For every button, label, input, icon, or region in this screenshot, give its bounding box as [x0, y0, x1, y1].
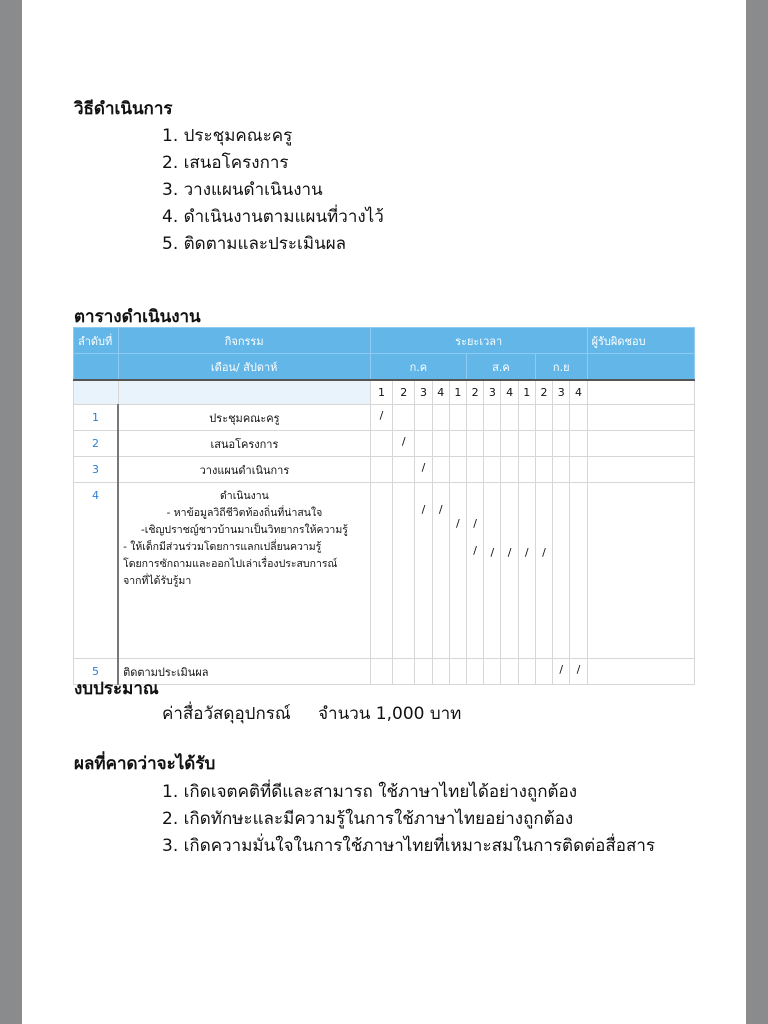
budget-heading: งบประมาณ — [74, 679, 159, 699]
week-cell: 3 — [484, 380, 501, 405]
activity-line: - ให้เด็กมีส่วนร่วมโดยการแลกเปลี่ยนความรู้ — [123, 541, 322, 553]
budget-line — [162, 700, 461, 727]
activity-line: โดยการซักถามและออกไปเล่าเรื่องประสบการณ์ — [123, 558, 338, 570]
schedule-mark: / — [484, 483, 501, 659]
month-jul: ก.ค — [370, 354, 466, 381]
schedule-mark: / — [535, 483, 552, 659]
row-number: 4 — [74, 483, 119, 659]
activity-line: จากที่ได้รับรู้มา — [123, 575, 192, 587]
schedule-mark: / — [432, 483, 449, 659]
table-row — [74, 659, 695, 685]
schedule-heading: ตารางดำเนินงาน — [74, 307, 201, 327]
schedule-mark: / — [370, 405, 392, 431]
week-cell: 3 — [415, 380, 432, 405]
schedule-mark: / — [415, 483, 432, 659]
activity-line: -เชิญปราชญ์ชาวบ้านมาเป็นวิทยากรให้ความรู้ — [140, 524, 348, 536]
week-cell: 3 — [553, 380, 570, 405]
month-aug: ส.ค — [467, 354, 536, 381]
method-item-4: 4. ดำเนินงานตามแผนที่วางไว้ — [162, 207, 384, 227]
schedule-table — [73, 327, 695, 685]
row-activity — [118, 483, 370, 659]
methods-heading: วิธีดำเนินการ — [74, 99, 173, 119]
schedule-mark: / — [570, 659, 587, 685]
col-period-header: ระยะเวลา — [370, 328, 587, 354]
budget-item: ค่าสื่อวัสดุอุปกรณ์ — [162, 704, 291, 724]
week-cell: 1 — [449, 380, 466, 405]
table-row — [74, 457, 695, 483]
schedule-mark: / — [501, 483, 518, 659]
schedule-mark: / — [518, 483, 535, 659]
method-item-3: 3. วางแผนดำเนินงาน — [162, 180, 323, 200]
week-cell: 1 — [370, 380, 392, 405]
method-item-5: 5. ติดตามและประเมินผล — [162, 234, 347, 254]
row-number: 1 — [74, 405, 119, 431]
schedule-mark: / — [473, 517, 477, 530]
month-sep: ก.ย — [535, 354, 587, 381]
week-cell: 2 — [535, 380, 552, 405]
schedule-mark: / — [415, 457, 432, 483]
result-item-2: 2. เกิดทักษะและมีความรู้ในการใช้ภาษาไทยอย่างถูกต้อง — [162, 809, 574, 829]
result-item-1: 1. เกิดเจตคติที่ดีและสามารถ ใช้ภาษาไทยได้อย่างถูกต้อง — [162, 782, 578, 802]
row-activity: เสนอโครงการ — [118, 431, 370, 457]
schedule-mark: / — [393, 431, 415, 457]
week-cell: 4 — [501, 380, 518, 405]
week-cell: 4 — [570, 380, 587, 405]
document-page — [22, 0, 746, 1024]
col-responsible-header: ผู้รับผิดชอบ — [587, 328, 694, 354]
results-heading: ผลที่คาดว่าจะได้รับ — [74, 754, 216, 774]
schedule-mark: / — [449, 483, 466, 659]
row-activity: วางแผนดำเนินการ — [118, 457, 370, 483]
row-activity: ติดตามประเมินผล — [118, 659, 370, 685]
table-row — [74, 405, 695, 431]
row-number: 3 — [74, 457, 119, 483]
week-cell: 2 — [393, 380, 415, 405]
result-item-3: 3. เกิดความมั่นใจในการใช้ภาษาไทยที่เหมาะสมในการติดต่อสื่อสาร — [162, 836, 656, 856]
schedule-mark-pair — [467, 483, 484, 659]
table-row — [74, 431, 695, 457]
schedule-mark: / — [553, 659, 570, 685]
row-activity: ประชุมคณะครู — [118, 405, 370, 431]
row-number: 5 — [74, 659, 119, 685]
method-item-2: 2. เสนอโครงการ — [162, 153, 289, 173]
col-activity-header: กิจกรรม — [118, 328, 370, 354]
activity-line: - หาข้อมูลวิถีชีวิตท้องถิ่นที่น่าสนใจ — [166, 507, 323, 519]
table-row — [74, 483, 695, 659]
col-order-header: ลำดับที่ — [74, 328, 119, 354]
row-number: 2 — [74, 431, 119, 457]
week-cell: 2 — [467, 380, 484, 405]
method-item-1: 1. ประชุมคณะครู — [162, 126, 293, 146]
week-cell: 1 — [518, 380, 535, 405]
activity-line: ดำเนินงาน — [219, 490, 269, 502]
month-week-header: เดือน/ สัปดาห์ — [118, 354, 370, 381]
budget-amount: จำนวน 1,000 บาท — [318, 704, 462, 724]
schedule-mark: / — [473, 544, 477, 557]
week-cell: 4 — [432, 380, 449, 405]
